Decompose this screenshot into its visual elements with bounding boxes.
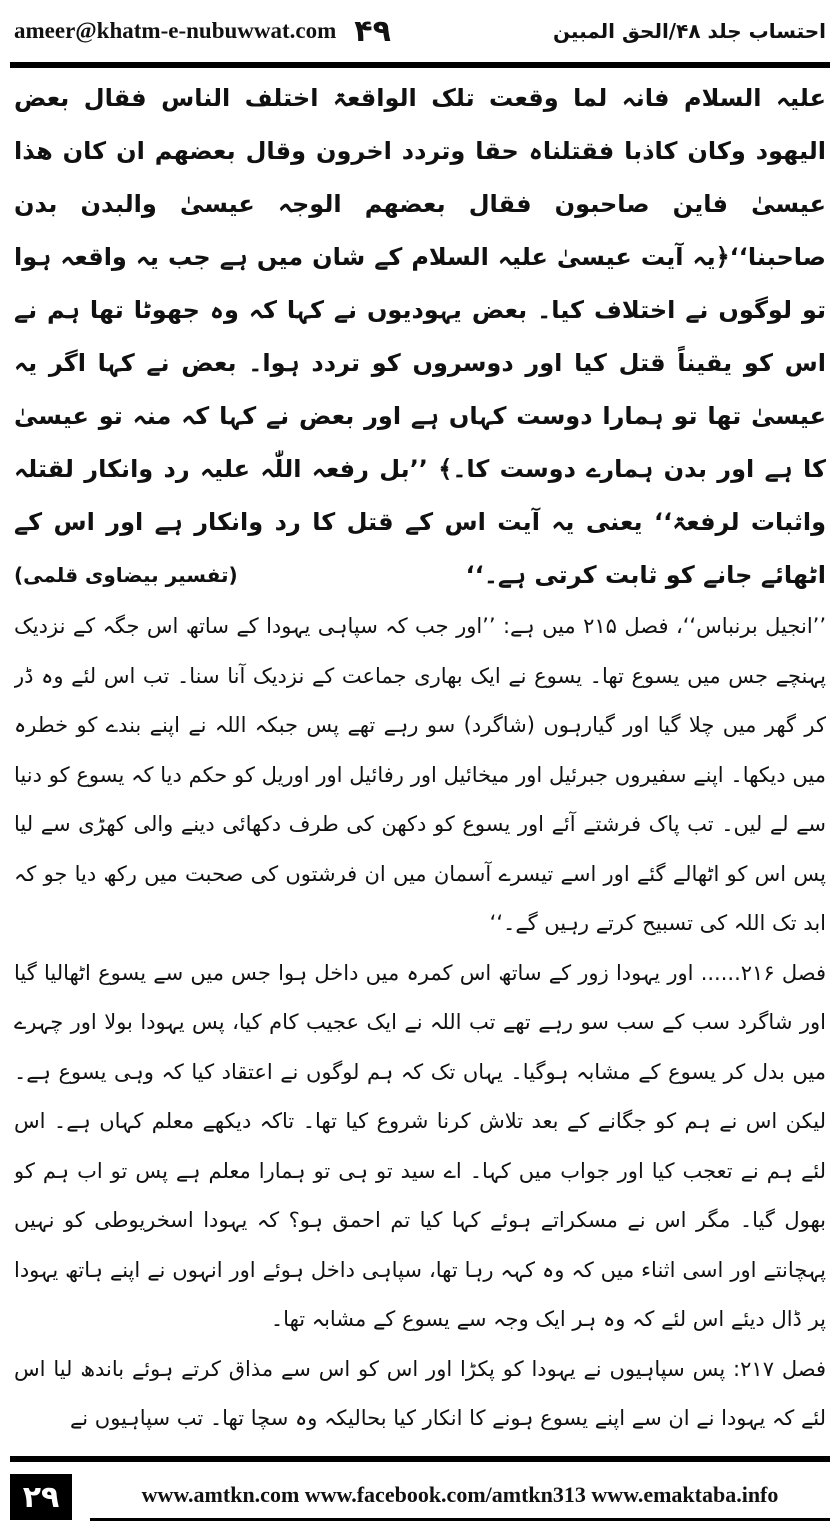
source-citation: (تفسیر بیضاوی قلمی) bbox=[14, 563, 238, 587]
header-page-number: ۴۹ bbox=[354, 13, 391, 49]
paragraph-tafsir bbox=[14, 72, 826, 602]
paragraph-barnabas-217: فصل ۲۱۷: پس سپاہیوں نے یہودا کو پکڑا اور اس کو اس سے مذاق کرتے ہوئے باندھ لیا اس لئے کہ یہودا نے ان سے اپنے یسوع ہونے کا انکار کیا بحالیکہ وہ سچا تھا۔ تب سپاہیوں نے bbox=[14, 1356, 826, 1430]
page-header bbox=[14, 0, 826, 62]
paragraph-tafsir-text: علیہ السلام فانہ لما وقعت تلک الواقعۃ اختلف الناس فقال بعض الیھود وکان کاذبا فقتلناہ حقا وتردد اخرون وقال بعضھم ان کان ھذا عیسیٰ فاین صاحبون فقال بعضھم الوجہ عیسیٰ والبدن بدن صاحبنا‘‘﴿یہ آیت عیسیٰ علیہ السلام کے شان میں ہے جب یہ واقعہ ہوا تو لوگوں نے اختلاف کیا۔ بعض یہودیوں نے کہا کہ وہ جھوٹا تھا ہم نے اس کو یقیناً قتل کیا اور دوسروں کو تردد ہوا۔ بعض نے کہا اگر یہ عیسیٰ تھا تو ہمارا دوست کہاں ہے اور بعض نے کہا کہ منہ تو عیسیٰ کا ہے اور بدن ہمارے دوست کا۔﴾ ’’بل رفعہ اللّٰہ علیہ رد وانکار لقتلہ واثبات لرفعۃ‘‘ یعنی یہ آیت اس کے قتل کا رد وانکار ہے اور اس کے اٹھائے جانے کو ثابت کرتی ہے۔‘‘ bbox=[14, 84, 826, 589]
footer-rule bbox=[10, 1456, 830, 1462]
page-footer bbox=[10, 1456, 830, 1528]
paragraph-barnabas-215: ’’انجیل برنباس‘‘، فصل ۲۱۵ میں ہے: ’’اور جب کہ سپاہی یہودا کے ساتھ اس جگہ کے نزدیک پہنچے جس میں یسوع تھا۔ یسوع نے ایک بھاری جماعت کے نزدیک آنا سنا۔ تب اس لئے وہ ڈر کر گھر میں چلا گیا اور گیارہوں (شاگرد) سو رہے تھے پس جبکہ اللہ نے اپنے بندے کو خطرہ میں دیکھا۔ اپنے سفیروں جبرئیل اور میخائیل اور رفائیل اور اوریل کو حکم دیا کہ یسوع کو دنیا سے لے لیں۔ تب پاک فرشتے آئے اور یسوع کو دکھن کی طرف دکھائی دینے والی کھڑی سے لیا پس اس کو اٹھالے گئے اور اسے تیسرے آسمان میں ان فرشتوں کی صحبت میں رکھ دیا جو کہ ابد تک اللہ کی تسبیح کرتے رہیں گے۔‘‘ bbox=[14, 614, 826, 935]
header-email: ameer@khatm-e-nubuwwat.com bbox=[14, 18, 337, 43]
header-rule bbox=[10, 62, 830, 68]
paragraph-barnabas-216: فصل ۲۱۶...... اور یہودا زور کے ساتھ اس کمرہ میں داخل ہوا جس میں سے یسوع اٹھالیا گیا اور شاگرد سب کے سب سو رہے تھے تب اللہ نے ایک عجیب کام کیا، پس یہودا بولا اور چہرے میں بدل کر یسوع کے مشابہ ہوگیا۔ یہاں تک کہ ہم لوگوں نے اعتقاد کیا کہ وہی یسوع ہے۔ لیکن اس نے ہم کو جگانے کے بعد تلاش کرنا شروع کیا تھا۔ تاکہ دیکھے معلم کہاں ہے۔ اس لئے ہم نے تعجب کیا اور جواب میں کہا۔ اے سید تو ہی تو ہمارا معلم ہے پس تو اب ہم کو بھول گیا۔ مگر اس نے مسکراتے ہوئے کہا کیا تم احمق ہو؟ کہ یہودا اسخریوطی کو نہیں پہچانتے اور اسی اثناء میں کہ وہ کہہ رہا تھا، سپاہی داخل ہوئے اور انہوں نے اپنے ہاتھ یہودا پر ڈال دیئے اس لئے کہ وہ ہر ایک وجہ سے یسوع کے مشابہ تھا۔ bbox=[14, 960, 826, 1331]
page-body bbox=[14, 72, 826, 1444]
header-running-title: احتساب جلد ۴۸/الحق المبین bbox=[552, 19, 826, 43]
footer-links: www.amtkn.com www.facebook.com/amtkn313 www.emaktaba.info bbox=[141, 1482, 779, 1507]
header-left bbox=[14, 14, 391, 49]
footer-links-underline bbox=[90, 1518, 830, 1521]
footer-page-number: ۲۹ bbox=[10, 1474, 72, 1520]
